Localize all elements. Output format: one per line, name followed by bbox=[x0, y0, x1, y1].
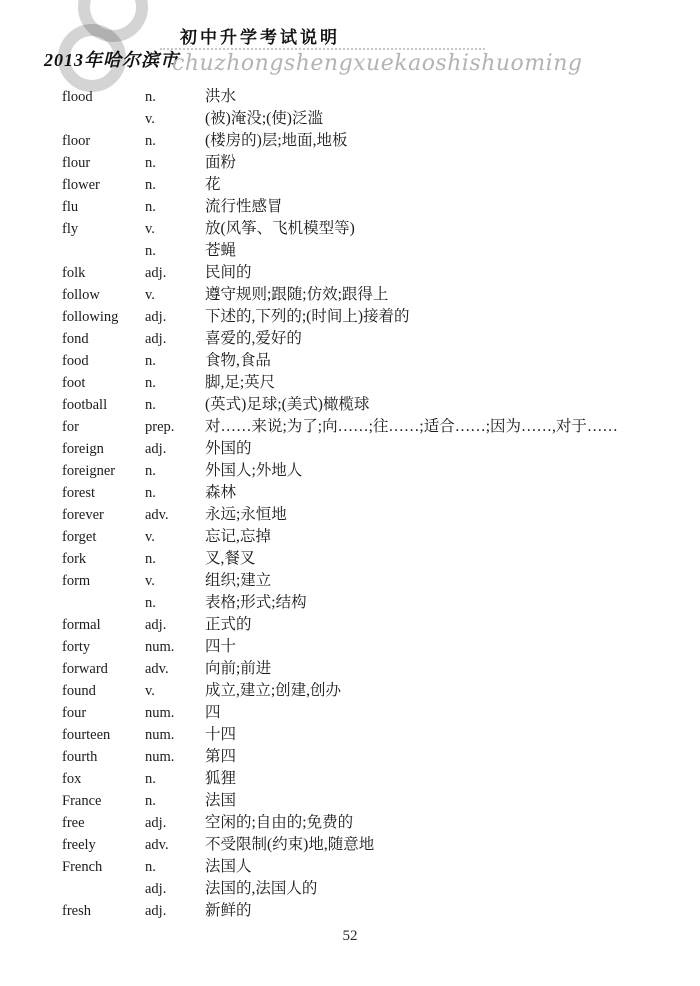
entry-word: for bbox=[62, 419, 79, 435]
entry-pos: adj. bbox=[145, 903, 167, 919]
vocab-entry-row bbox=[62, 570, 690, 592]
vocab-entry-row bbox=[62, 86, 690, 108]
entry-def: 民间的 bbox=[205, 264, 252, 281]
entry-def: 外国人;外地人 bbox=[205, 462, 303, 479]
entry-def: 新鲜的 bbox=[205, 902, 252, 919]
entry-pos: v. bbox=[145, 529, 155, 545]
entry-def: 忘记,忘掉 bbox=[205, 528, 271, 545]
entry-def: 永远;永恒地 bbox=[205, 506, 287, 523]
entry-def: 成立,建立;创建,创办 bbox=[205, 682, 342, 699]
entry-pos: n. bbox=[145, 155, 156, 171]
vocab-entry-row bbox=[62, 130, 690, 152]
vocab-entry-row bbox=[62, 218, 690, 240]
entry-word: form bbox=[62, 573, 91, 589]
vocab-entry-row bbox=[62, 152, 690, 174]
entry-pos: n. bbox=[145, 793, 156, 809]
vocab-entry-row bbox=[62, 636, 690, 658]
entry-def: 面粉 bbox=[205, 154, 237, 171]
entry-word: food bbox=[62, 353, 89, 369]
entry-pos: adj. bbox=[145, 331, 167, 347]
vocab-entry-row bbox=[62, 724, 690, 746]
entry-pos: num. bbox=[145, 705, 175, 721]
entry-def: 放(风筝、飞机模型等) bbox=[205, 220, 355, 237]
entry-word: football bbox=[62, 397, 108, 413]
vocab-entry-row bbox=[62, 328, 690, 350]
entry-word: fourth bbox=[62, 749, 98, 765]
entry-pos: num. bbox=[145, 749, 175, 765]
vocab-entry-row bbox=[62, 768, 690, 790]
entry-word: fourteen bbox=[62, 727, 111, 743]
entry-pos: n. bbox=[145, 397, 156, 413]
entry-pos: n. bbox=[145, 463, 156, 479]
entry-pos: n. bbox=[145, 595, 156, 611]
vocab-entry-row bbox=[62, 196, 690, 218]
entry-pos: adv. bbox=[145, 507, 169, 523]
vocab-entry-row bbox=[62, 702, 690, 724]
vocab-entry-row bbox=[62, 746, 690, 768]
entry-word: floor bbox=[62, 133, 91, 149]
entry-def: 法国的,法国人的 bbox=[205, 880, 318, 897]
entry-def: 不受限制(约束)地,随意地 bbox=[205, 836, 375, 853]
entry-pos: num. bbox=[145, 727, 175, 743]
entry-def: (被)淹没;(使)泛滥 bbox=[205, 110, 323, 127]
entry-def: (楼房的)层;地面,地板 bbox=[205, 132, 348, 149]
entry-word: foreign bbox=[62, 441, 104, 457]
entry-word: forward bbox=[62, 661, 108, 677]
entry-word: following bbox=[62, 309, 119, 325]
entry-pos: n. bbox=[145, 375, 156, 391]
entry-word: flour bbox=[62, 155, 91, 171]
entry-word: foreigner bbox=[62, 463, 116, 479]
entry-def: 十四 bbox=[205, 726, 237, 743]
entry-def: 法国 bbox=[205, 792, 237, 809]
entry-word: found bbox=[62, 683, 96, 699]
vocab-entry-row bbox=[62, 504, 690, 526]
entry-pos: n. bbox=[145, 133, 156, 149]
entry-def: 向前;前进 bbox=[205, 660, 272, 677]
entry-pos: n. bbox=[145, 89, 156, 105]
entry-word: forty bbox=[62, 639, 91, 655]
entry-pos: adj. bbox=[145, 309, 167, 325]
entry-word: French bbox=[62, 859, 103, 875]
entry-word: follow bbox=[62, 287, 100, 303]
entry-word: fork bbox=[62, 551, 87, 567]
entry-word: flood bbox=[62, 89, 93, 105]
vocab-entry-row bbox=[62, 262, 690, 284]
vocab-entry-row bbox=[62, 460, 690, 482]
entry-def: 空闲的;自由的;免费的 bbox=[205, 814, 354, 831]
vocab-entry-row bbox=[62, 680, 690, 702]
entry-def: 洪水 bbox=[205, 88, 237, 105]
vocab-entry-row bbox=[62, 174, 690, 196]
entry-pos: adj. bbox=[145, 617, 167, 633]
entry-pos: v. bbox=[145, 111, 155, 127]
entry-word: four bbox=[62, 705, 87, 721]
vocab-entry-row bbox=[62, 658, 690, 680]
entry-word: flower bbox=[62, 177, 100, 193]
vocab-entry-row bbox=[62, 526, 690, 548]
entry-pos: num. bbox=[145, 639, 175, 655]
entry-def: 正式的 bbox=[205, 616, 252, 633]
entry-def: 脚,足;英尺 bbox=[205, 374, 276, 391]
vocab-entry-row bbox=[62, 878, 690, 900]
entry-pos: n. bbox=[145, 771, 156, 787]
entry-pos: v. bbox=[145, 221, 155, 237]
entry-def: 叉,餐叉 bbox=[205, 550, 256, 567]
vocab-entry-row bbox=[62, 438, 690, 460]
header-pinyin-script: chuzhongshengxuekaoshishuoming bbox=[172, 51, 583, 76]
entry-word: freely bbox=[62, 837, 96, 853]
entry-word: forget bbox=[62, 529, 97, 545]
vocab-entry-row bbox=[62, 900, 690, 922]
entry-pos: n. bbox=[145, 353, 156, 369]
entry-pos: v. bbox=[145, 287, 155, 303]
entry-word: France bbox=[62, 793, 102, 809]
vocab-entry-row bbox=[62, 240, 690, 262]
entry-word: fly bbox=[62, 221, 79, 237]
entry-def: 下述的,下列的;(时间上)接着的 bbox=[205, 308, 410, 325]
vocab-entry-row bbox=[62, 548, 690, 570]
entry-def: 四 bbox=[205, 704, 221, 721]
entry-pos: adj. bbox=[145, 881, 167, 897]
entry-pos: adj. bbox=[145, 815, 167, 831]
entry-word: forest bbox=[62, 485, 96, 501]
vocab-entry-row bbox=[62, 812, 690, 834]
edition-label: 2013年哈尔滨市 bbox=[44, 50, 179, 70]
entry-pos: adv. bbox=[145, 837, 169, 853]
entry-pos: n. bbox=[145, 243, 156, 259]
entry-def: 喜爱的,爱好的 bbox=[205, 330, 302, 347]
entry-def: 第四 bbox=[205, 748, 237, 765]
vocab-entry-row bbox=[62, 856, 690, 878]
entry-def: (英式)足球;(美式)橄榄球 bbox=[205, 396, 370, 413]
vocab-entry-row bbox=[62, 834, 690, 856]
vocab-entry-row bbox=[62, 614, 690, 636]
entry-def: 四十 bbox=[205, 638, 237, 655]
header-dotted-divider bbox=[160, 48, 485, 50]
entry-def: 流行性感冒 bbox=[205, 198, 283, 215]
entry-def: 对……来说;为了;向……;往……;适合……;因为……,对于…… bbox=[205, 418, 618, 435]
entry-def: 花 bbox=[205, 176, 221, 193]
entry-pos: adj. bbox=[145, 265, 167, 281]
vocabulary-list bbox=[62, 86, 690, 922]
entry-def: 食物,食品 bbox=[205, 352, 271, 369]
entry-def: 组织;建立 bbox=[205, 572, 272, 589]
vocab-entry-row bbox=[62, 372, 690, 394]
entry-pos: n. bbox=[145, 199, 156, 215]
vocab-entry-row bbox=[62, 482, 690, 504]
entry-word: formal bbox=[62, 617, 101, 633]
entry-def: 狐狸 bbox=[205, 770, 237, 787]
page-number: 52 bbox=[342, 928, 358, 944]
book-title: 初中升学考试说明 bbox=[180, 28, 340, 47]
entry-pos: v. bbox=[145, 683, 155, 699]
vocab-entry-row bbox=[62, 416, 690, 438]
entry-word: forever bbox=[62, 507, 104, 523]
entry-word: free bbox=[62, 815, 85, 831]
vocab-entry-row bbox=[62, 284, 690, 306]
entry-def: 外国的 bbox=[205, 440, 252, 457]
entry-pos: n. bbox=[145, 551, 156, 567]
entry-def: 遵守规则;跟随;仿效;跟得上 bbox=[205, 286, 389, 303]
entry-word: fresh bbox=[62, 903, 91, 919]
logo-ring-top-icon bbox=[78, 0, 148, 42]
entry-def: 森林 bbox=[205, 484, 237, 501]
entry-word: fond bbox=[62, 331, 89, 347]
entry-pos: adj. bbox=[145, 441, 167, 457]
entry-def: 法国人 bbox=[205, 858, 252, 875]
vocab-entry-row bbox=[62, 108, 690, 130]
vocab-entry-row bbox=[62, 394, 690, 416]
entry-pos: adv. bbox=[145, 661, 169, 677]
vocab-entry-row bbox=[62, 306, 690, 328]
entry-pos: n. bbox=[145, 859, 156, 875]
entry-word: foot bbox=[62, 375, 86, 391]
vocab-entry-row bbox=[62, 350, 690, 372]
entry-word: flu bbox=[62, 199, 79, 215]
vocab-entry-row bbox=[62, 790, 690, 812]
entry-def: 苍蝇 bbox=[205, 242, 237, 259]
entry-pos: prep. bbox=[145, 419, 175, 435]
entry-def: 表格;形式;结构 bbox=[205, 594, 307, 611]
entry-word: fox bbox=[62, 771, 82, 787]
vocab-entry-row bbox=[62, 592, 690, 614]
entry-pos: n. bbox=[145, 485, 156, 501]
entry-word: folk bbox=[62, 265, 86, 281]
entry-pos: v. bbox=[145, 573, 155, 589]
entry-pos: n. bbox=[145, 177, 156, 193]
